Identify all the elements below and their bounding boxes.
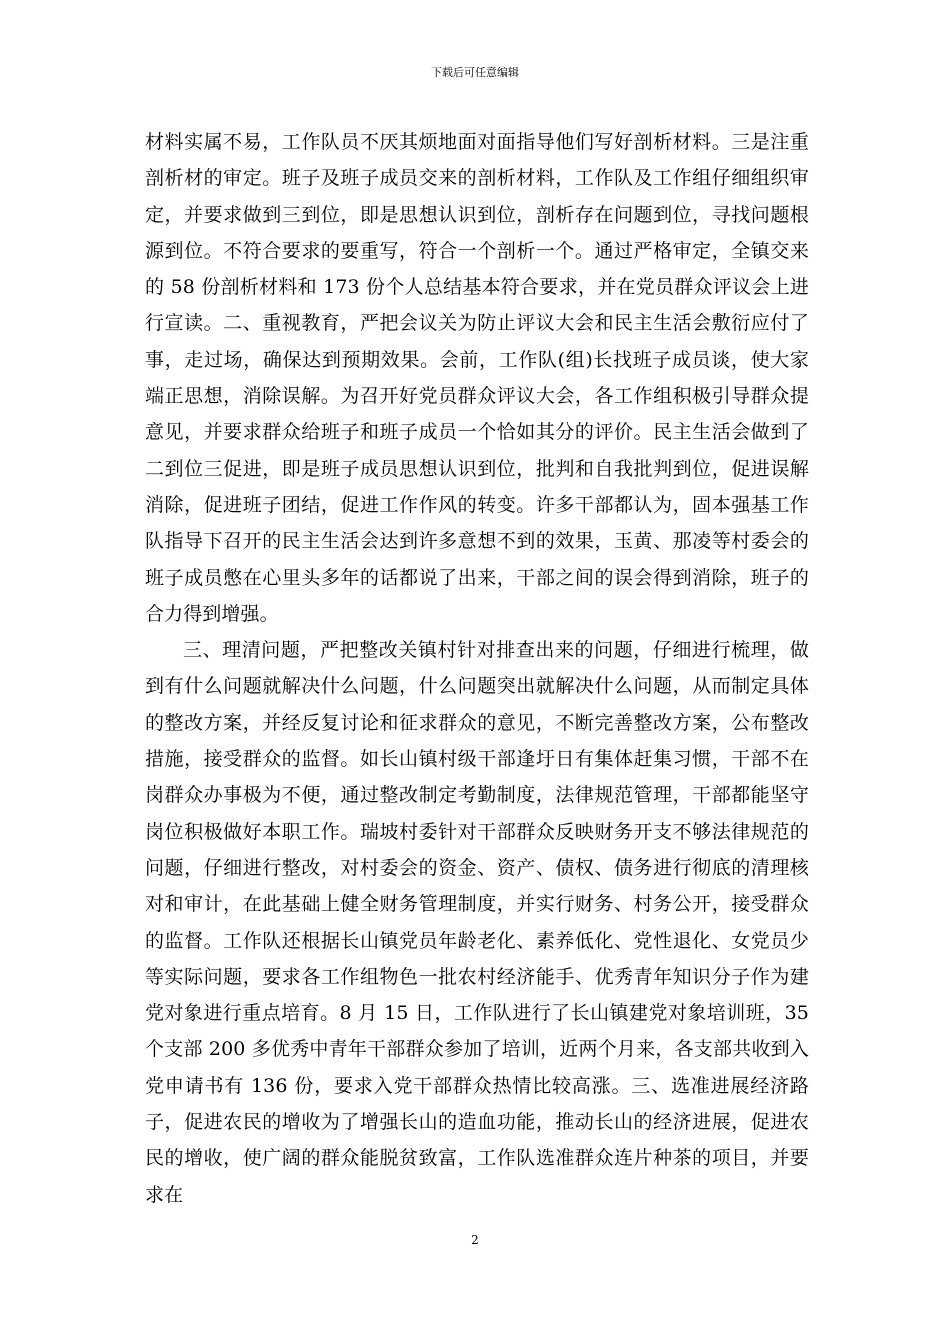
header-text: 下载后可任意编辑 xyxy=(431,66,519,79)
page-number-text: 2 xyxy=(471,1233,479,1247)
page-number xyxy=(0,1232,950,1248)
body-paragraph: 三、理清问题，严把整改关镇村针对排查出来的问题，仔细进行梳理，做到有什么问题就解决什么问题，什么问题突出就解决什么问题，从而制定具体的整改方案，并经反复讨论和征求群众的意见，不断完善整改方案，公布整改措施，接受群众的监督。如长山镇村级干部逢圩日有集体赶集习惯，干部不在岗群众办事极为不便，通过整改制定考勤制度，法律规范管理，干部都能坚守岗位积极做好本职工作。瑞坡村委针对干部群众反映财务开支不够法律规范的问题，仔细进行整改，对村委会的资金、资产、债权、债务进行彻底的清理核对和审计，在此基础上健全财务管理制度，并实行财务、村务公开，接受群众的监督。工作队还根据长山镇党员年龄老化、素养低化、党性退化、女党员少等实际问题，要求各工作组物色一批农村经济能手、优秀青年知识分子作为建党对象进行重点培育。8 月 15 日，工作队进行了长山镇建党对象培训班，35 个支部 200 多优秀中青年干部群众参加了培训，近两个月来，各支部共收到入党申请书有 136 份，要求入党干部群众热情比较高涨。三、选准进展经济路子，促进农民的增收为了增强长山的造血功能，推动长山的经济进展，促进农民的增收，使广阔的群众能脱贫致富，工作队选准群众连片种茶的项目，并要求在 xyxy=(145,639,809,1206)
page-header xyxy=(0,66,950,80)
body-paragraph: 材料实属不易，工作队员不厌其烦地面对面指导他们写好剖析材料。三是注重剖析材的审定。班子及班子成员交来的剖析材料，工作队及工作组仔细组织审定，并要求做到三到位，即是思想认识到位，剖析存在问题到位，寻找问题根源到位。不符合要求的要重写，符合一个剖析一个。通过严格审定，全镇交来的 58 份剖析材料和 173 份个人总结基本符合要求，并在党员群众评议会上进行宣读。二、重视教育，严把会议关为防止评议大会和民主生活会敷衍应付了事，走过场，确保达到预期效果。会前，工作队(组)长找班子成员谈，使大家端正思想，消除误解。为召开好党员群众评议大会，各工作组积极引导群众提意见，并要求群众给班子和班子成员一个恰如其分的评价。民主生活会做到了二到位三促进，即是班子成员思想认识到位，批判和自我批判到位，促进误解消除，促进班子团结，促进工作作风的转变。许多干部都认为，固本强基工作队指导下召开的民主生活会达到许多意想不到的效果，玉黄、那凌等村委会的班子成员憋在心里头多年的话都说了出来，干部之间的误会得到消除，班子的合力得到增强。 xyxy=(145,131,809,625)
document-body xyxy=(145,124,809,1213)
